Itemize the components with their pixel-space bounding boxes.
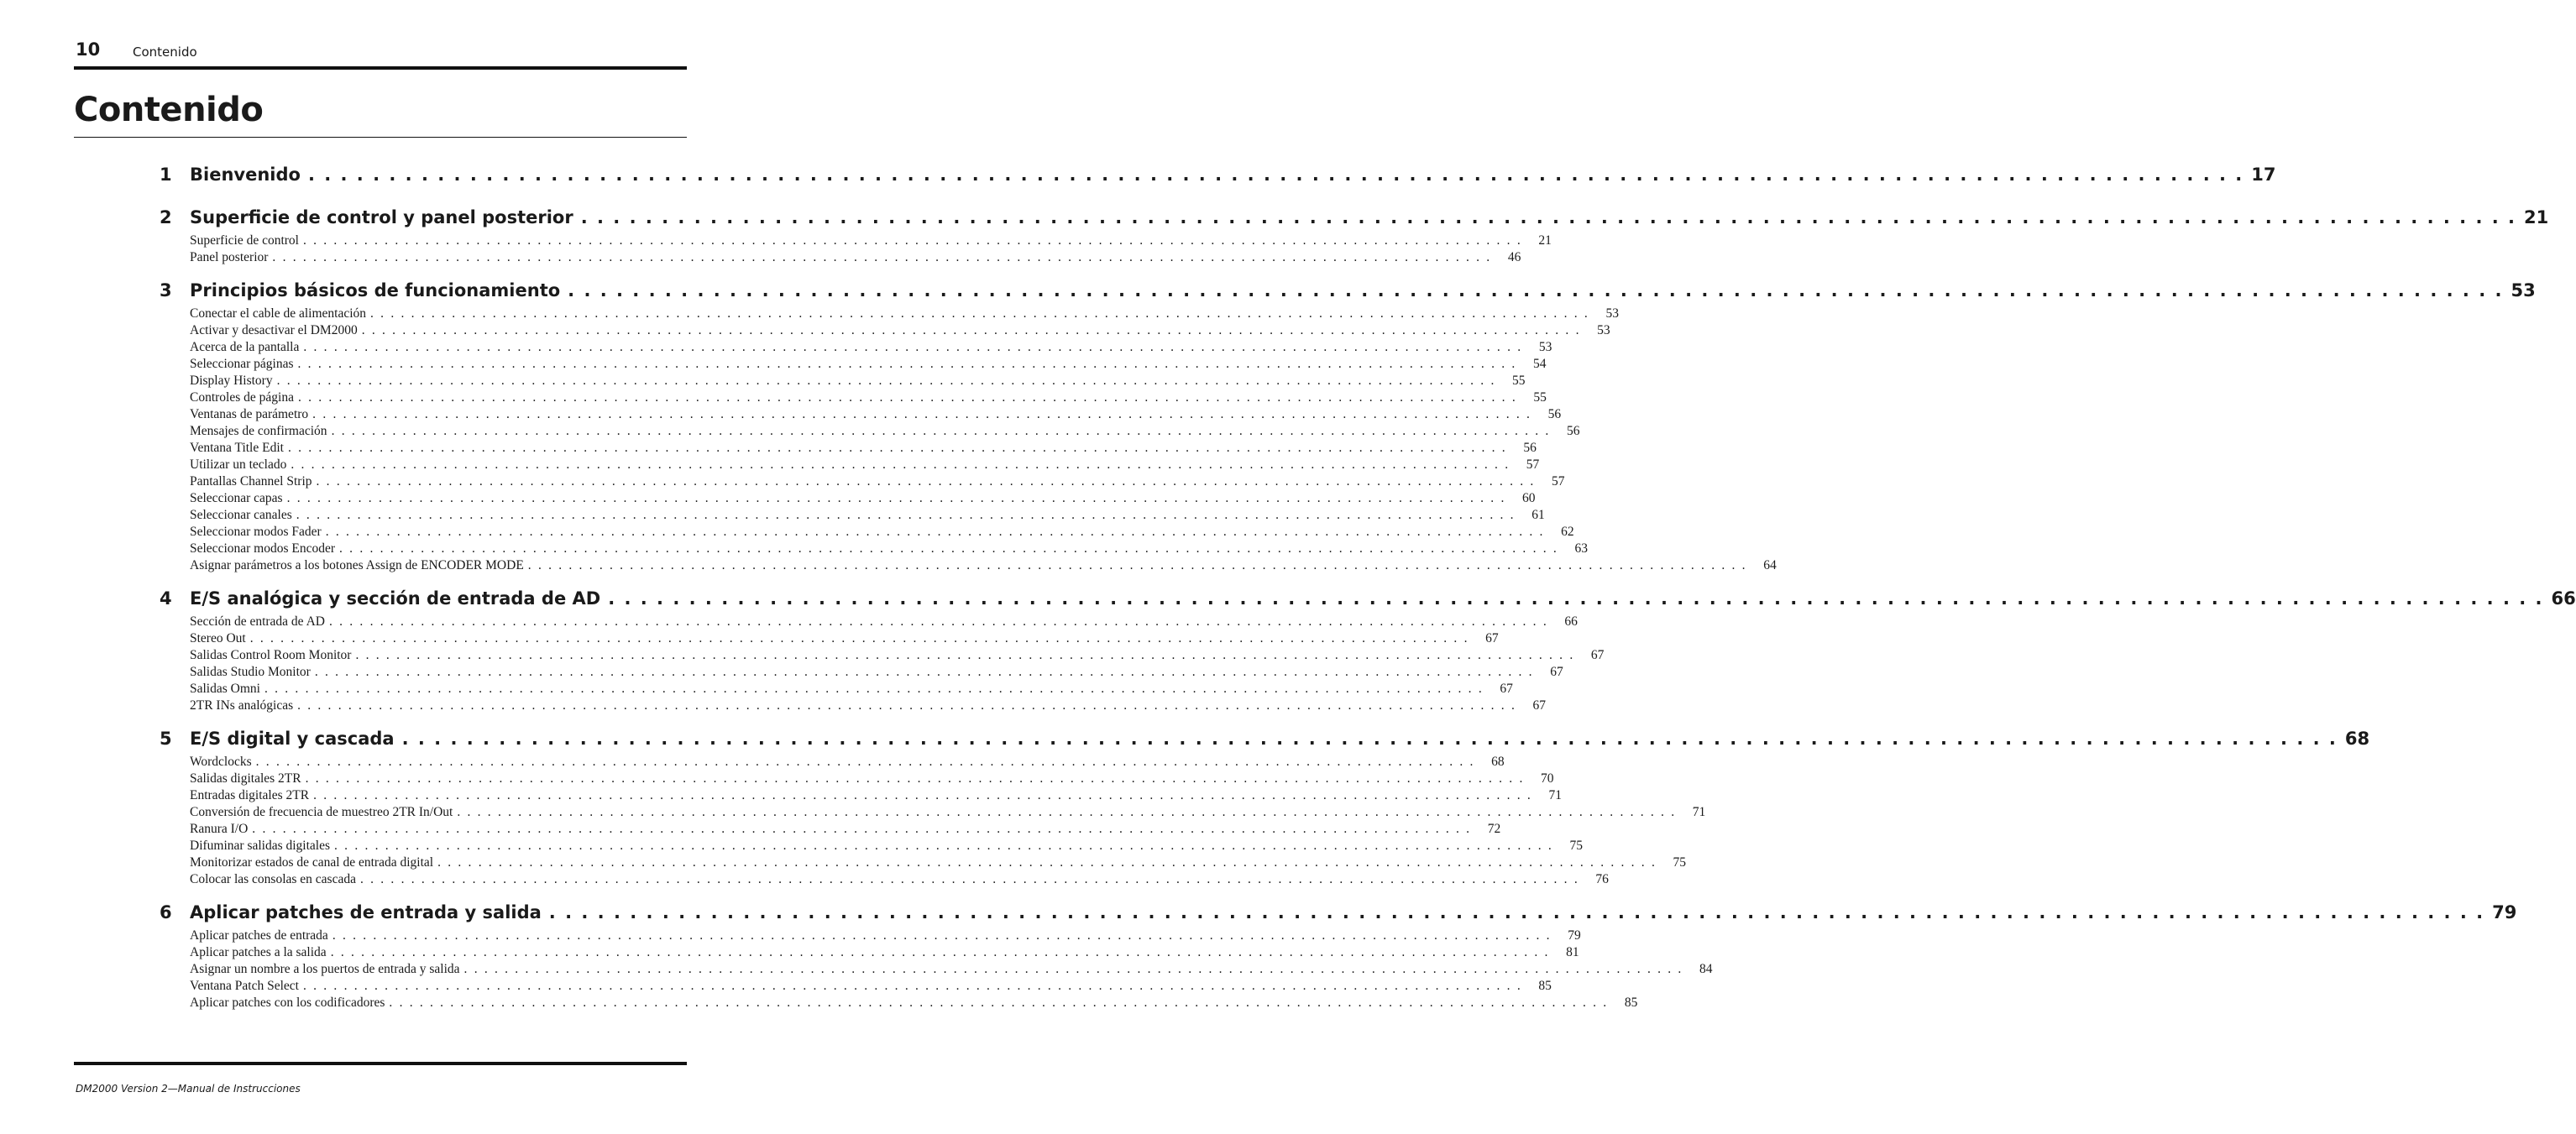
toc-entry[interactable] — [190, 473, 1565, 490]
toc-entry[interactable] — [190, 698, 1547, 714]
dot-leader: . . . . . . . . . . . . . . . . . . . . . . . . . . . . . . . . . . . . . . . . . . . . . . . . . . . . . . . . . . . . . . . . . . . . . . . . . . . . . . . . . . . . . . . . . . . . . . . . . . . . . . . . . . . . . . . . . . . . . . . . — [314, 665, 1534, 679]
dot-leader: . . . . . . . . . . . . . . . . . . . . . . . . . . . . . . . . . . . . . . . . . . . . . . . . . . . . . . . . . . . . . . . . . . . . . . . . . . . . . . . . . . . . . . . . . . . . . . . . . . . . . . . . . . . . . . . . . . . . . . . . — [316, 474, 1536, 489]
toc-entry[interactable] — [190, 306, 1619, 322]
toc-entry[interactable] — [190, 389, 1547, 406]
entry-title: Salidas Omni — [190, 682, 260, 696]
entry-page: 53 — [1605, 306, 1619, 321]
toc-entry[interactable] — [190, 961, 1713, 978]
dot-leader: . . . . . . . . . . . . . . . . . . . . . . . . . . . . . . . . . . . . . . . . . . . . . . . . . . . . . . . . . . . . . . . . . . . . . . . . . . . . . . . . . . . . . . . . . . . . . . . . . . . . . . . . . . . . . . . . . . . . . . . . — [457, 805, 1677, 819]
entry-title: Ventana Title Edit — [190, 441, 284, 455]
entry-title: Stereo Out — [190, 631, 246, 645]
toc-entry[interactable] — [190, 821, 1501, 838]
page-title: Contenido — [74, 91, 264, 129]
entry-title: Asignar parámetros a los botones Assign de ENCODER MODE — [190, 558, 524, 572]
toc-entry[interactable] — [190, 681, 1513, 698]
entry-title: Colocar las consolas en cascada — [190, 872, 356, 886]
entry-page: 71 — [1548, 788, 1562, 802]
entry-page: 72 — [1487, 822, 1501, 836]
entry-page: 67 — [1485, 631, 1499, 645]
toc-chapter — [160, 199, 2549, 266]
chapter-number: 1 — [160, 165, 172, 185]
toc-entry[interactable] — [190, 440, 1537, 457]
entry-page: 53 — [1597, 323, 1610, 337]
entry-page: 57 — [1551, 474, 1565, 489]
toc-chapter — [160, 720, 2370, 888]
entry-page: 56 — [1523, 441, 1537, 455]
dot-leader: . . . . . . . . . . . . . . . . . . . . . . . . . . . . . . . . . . . . . . . . . . . . . . . . . . . . . . . . . . . . . . . . . . . . . . . . . . . . . . . . . . . . . . . . . . . . . . . . . . . . . . . . . . . . . . . . . . . . . . . . — [296, 508, 1516, 522]
chapter-number: 2 — [160, 207, 172, 227]
entry-page: 71 — [1692, 805, 1706, 819]
toc-chapter-heading[interactable] — [160, 156, 2276, 193]
toc-entry[interactable] — [190, 754, 1505, 771]
toc-entry[interactable] — [190, 233, 1552, 249]
toc-entry[interactable] — [190, 944, 1579, 961]
chapter-page: 53 — [2511, 280, 2536, 300]
dot-leader: . . . . . . . . . . . . . . . . . . . . . . . . . . . . . . . . . . . . . . . . . . . . . . . . . . . . . . . . . . . . . . . . . . . . . . . . . . . . . . . . . . . . . . . . . . . . . . . . . . . . . . . . . . . . . . . . . . . . . . . . — [332, 928, 1552, 943]
entry-page: 84 — [1699, 962, 1713, 976]
entry-page: 85 — [1624, 996, 1638, 1010]
toc-entry[interactable] — [190, 339, 1552, 356]
entry-title: Entradas digitales 2TR — [190, 788, 310, 802]
chapter-title: Bienvenido — [190, 165, 301, 185]
dot-leader: . . . . . . . . . . . . . . . . . . . . . . . . . . . . . . . . . . . . . . . . . . . . . . . . . . . . . . . . . . . . . . . . . . . . . . . . . . . . . . . . . . . . . . . . . . . . . . . . . . . . . . . . . . . . . . . . . . . . . . . . — [325, 525, 1545, 539]
chapter-number: 3 — [160, 280, 172, 300]
dot-leader: . . . . . . . . . . . . . . . . . . . . . . . . . . . . . . . . . . . . . . . . . . . . . . . . . . . . . . . . . . . . . . . . . . . . . . . . . . . . . . . . . . . . . . . . . . . . . . . . . . . . . . . . . . . . . . . . . . . . . . . . — [297, 698, 1517, 713]
dot-leader: . . . . . . . . . . . . . . . . . . . . . . . . . . . . . . . . . . . . . . . . . . . . . . . . . . . . . . . . . . . . . . . . . . . . . . . . . . . . . . . . . . . . . . . . . . . . . . . . . . . . . . . . . . . . . . . . . . . . . . . . — [303, 340, 1523, 354]
entry-title: Sección de entrada de AD — [190, 614, 325, 629]
dot-leader: . . . . . . . . . . . . . . . . . . . . . . . . . . . . . . . . . . . . . . . . . . . . . . . . . . . . . . . . . . . . . . . . . . . . . . . . . . . . . . . . . . . . . . . . . . . . . . . . . . . . . . . . . . . . . . . . . . . . . . . . — [312, 407, 1532, 421]
toc-entry[interactable] — [190, 406, 1562, 423]
title-rule — [74, 137, 687, 138]
toc-entry[interactable] — [190, 664, 1563, 681]
entry-page: 55 — [1512, 374, 1526, 388]
entry-title: Aplicar patches de entrada — [190, 928, 328, 943]
entry-page: 68 — [1491, 755, 1505, 769]
toc-entry[interactable] — [190, 356, 1547, 373]
dot-leader: . . . . . . . . . . . . . . . . . . . . . . . . . . . . . . . . . . . . . . . . . . . . . . . . . . . . . . . . . . . . . . . . . . . . . . . . . . . . . . . . . . . . . . . . . . . . . . . . . . . . . . . . . . . . . . . . . . . . . . . . — [297, 357, 1517, 371]
entry-page: 76 — [1595, 872, 1609, 886]
entry-page: 55 — [1533, 390, 1547, 405]
toc-chapter-heading[interactable] — [160, 894, 2517, 928]
entry-title: Acerca de la pantalla — [190, 340, 300, 354]
entry-page: 67 — [1500, 682, 1513, 696]
chapter-page: 17 — [2251, 165, 2276, 185]
entry-title: Mensajes de confirmación — [190, 424, 327, 438]
entry-title: Monitorizar estados de canal de entrada digital — [190, 855, 434, 870]
entry-title: Wordclocks — [190, 755, 252, 769]
entry-title: Seleccionar capas — [190, 491, 283, 505]
toc-entry[interactable] — [190, 928, 1581, 944]
dot-leader: . . . . . . . . . . . . . . . . . . . . . . . . . . . . . . . . . . . . . . . . . . . . . . . . . . . . . . . . . . . . . . . . . . . . . . . . . . . . . . . . . . . . . . . . . . . . . . . . . . . . . . . . . . . . . . . . . . . . . . . . — [389, 996, 1609, 1010]
entry-page: 70 — [1541, 771, 1554, 786]
toc-entry[interactable] — [190, 490, 1536, 507]
chapter-title: Aplicar patches de entrada y salida — [190, 902, 542, 922]
dot-leader: . . . . . . . . . . . . . . . . . . . . . . . . . . . . . . . . . . . . . . . . . . . . . . . . . . . . . . . . . . . . . . . . . . . . . . . . . . . . . . . . . . . . . . . . . . . . . . . . . . . . . . . . . . . . . . . . . . . . . . . . — [330, 945, 1550, 959]
dot-leader: . . . . . . . . . . . . . . . . . . . . . . . . . . . . . . . . . . . . . . . . . . . . . . . . . . . . . . . . . . . . . . . . . . . . . . . . . . . . . . . . . . . . . . . . . . . . . . . . . . . . . . . . . . . . . . . . . . . . . . . . — [297, 390, 1517, 405]
chapter-page: 79 — [2492, 902, 2517, 922]
dot-leader: . . . . . . . . . . . . . . . . . . . . . . . . . . . . . . . . . . . . . . . . . . . . . . . . . . . . . . . . . . . . . . . . . . . . . . . . . . . . . . . . . . . . . . . . . . . . . . . . . . . . . . . . . . . . . . . . . . . . . . . . — [305, 771, 1525, 786]
toc-entry[interactable] — [190, 423, 1580, 440]
toc-chapter-heading[interactable] — [160, 199, 2549, 233]
entry-title: Salidas Studio Monitor — [190, 665, 311, 679]
dot-leader: . . . . . . . . . . . . . . . . . . . . . . . . . . . . . . . . . . . . . . . . . . . . . . . . . . . . . . . . . . . . . . . . . . . . . . . . . . . . . . . . . . . . . . . . . . . . . . . . . . . . . . . . . . . . . . . . . . . . . . . . — [328, 614, 1548, 629]
dot-leader: . . . . . . . . . . . . . . . . . . . . . . . . . . . . . . . . . . . . . . . . . . . . . . . . . . . . . . . . . . . . . . . . . . . . . . . . . . . . . . . . . . . . . . . . . . . . . . . . . . . . . . . . . . . . . . . . . . . . . . . . — [272, 250, 1492, 264]
entry-page: 62 — [1561, 525, 1574, 539]
toc-chapter-heading[interactable] — [160, 272, 2536, 306]
toc-entry[interactable] — [190, 322, 1610, 339]
toc-chapter — [160, 272, 2536, 574]
dot-leader: . . . . . . . . . . . . . . . . . . . . . . . . . . . . . . . . . . . . . . . . . . . . . . . . . . . . . . . . . . . . . . . . . . . . . . . . . . . . . . . . . . . . . . . . . . . . . . . . . . . . . . . . . . . . . . . . . . . . . . . . — [286, 491, 1506, 505]
toc-entry[interactable] — [190, 838, 1583, 854]
dot-leader: . . . . . . . . . . . . . . . . . . . . . . . . . . . . . . . . . . . . . . . . . . . . . . . . . . . . . . . . . . . . . . . . . . . . . . . . . . . . . . . . . . . . . . . . . . . . . . . . . . . . . . . . . . . . . . . . . . . . . . . . — [255, 755, 1475, 769]
dot-leader: . . . . . . . . . . . . . . . . . . . . . . . . . . . . . . . . . . . . . . . . . . . . . . . . . . . . . . . . . . . . . . . . . . . . . . . . . . . . . . . . . . . . . . . . . . . . . . . . . . . . . . . . . . . . . . . . . . . . . . . . — [355, 648, 1575, 662]
dot-leader: . . . . . . . . . . . . . . . . . . . . . . . . . . . . . . . . . . . . . . . . . . . . . . . . . . . . . . . . . . . . . . . . . . . . . . . . . . . . . . . . . . . . . . . . . . . . . . . . . . . . . . . . . . . . . . . . . . . . . . . . — [249, 631, 1469, 645]
dot-leader: . . . . . . . . . . . . . . . . . . . . . . . . . . . . . . . . . . . . . . . . . . . . . . . . . . . . . . . . . . . . . . . . . . . . . . . . . . . . . . . . . . . . . . . . . . . . . . . . . . . . . . . . . . . . . . . . . . . . . . . . — [370, 306, 1589, 321]
toc-chapter-heading[interactable] — [160, 720, 2370, 754]
toc-entry[interactable] — [190, 557, 1777, 574]
dot-leader: . . . . . . . . . . . . . . . . . . . . . . . . . . . . . . . . . . . . . . . . . . . . . . . . . . . . . . . . . . . . . . . . . . . . . . . . . . . . . . . . . . . . . . . . . . . . . . . . . . . . . . . . . . . . . . . . . . . . . . . . — [287, 441, 1507, 455]
entry-page: 75 — [1673, 855, 1687, 870]
dot-leader: . . . . . . . . . . . . . . . . . . . . . . . . . . . . . . . . . . . . . . . . . . . . . . . . . . . . . . . . . . . . . . . . . . . . . . . . . . . . . . . . . . . . . . . . . . . . . . . . . . . . . . . . . . . . . . . . . . . . . . . . — [264, 682, 1484, 696]
chapter-title: Principios básicos de funcionamiento — [190, 280, 561, 300]
entry-page: 66 — [1564, 614, 1578, 629]
chapter-title: E/S analógica y sección de entrada de AD — [190, 588, 601, 609]
dot-leader: . . . . . . . . . . . . . . . . . . . . . . . . . . . . . . . . . . . . . . . . . . . . . . . . . . . . . . . . . . . . . . . . . . . . . . . . . . . . . . . . . . . . . . . . . . . . . . . . . . . . . . . . . . . . . . . . . . . . . . . . — [334, 839, 1553, 853]
toc-entry[interactable] — [190, 524, 1574, 541]
dot-leader: . . . . . . . . . . . . . . . . . . . . . . . . . . . . . . . . . . . . . . . . . . . . . . . . . . . . . . . . . . . . . . . . . . . . . . . . . . . . . . . . . . . . . . . . . . . . . . . . . . . . . . . . . . . . . . . . . . . . . . . . — [568, 280, 2504, 300]
dot-leader: . . . . . . . . . . . . . . . . . . . . . . . . . . . . . . . . . . . . . . . . . . . . . . . . . . . . . . . . . . . . . . . . . . . . . . . . . . . . . . . . . . . . . . . . . . . . . . . . . . . . . . . . . . . . . . . . . . . . . . . . — [437, 855, 1657, 870]
entry-title: Salidas digitales 2TR — [190, 771, 301, 786]
header-rule — [74, 66, 687, 70]
entry-page: 75 — [1569, 839, 1583, 853]
entry-title: Aplicar patches con los codificadores — [190, 996, 385, 1010]
dot-leader: . . . . . . . . . . . . . . . . . . . . . . . . . . . . . . . . . . . . . . . . . . . . . . . . . . . . . . . . . . . . . . . . . . . . . . . . . . . . . . . . . . . . . . . . . . . . . . . . . . . . . . . . . . . . . . . . . . . . . . . . — [608, 588, 2544, 609]
entry-title: Conversión de frecuencia de muestreo 2TR In/Out — [190, 805, 453, 819]
entry-page: 56 — [1547, 407, 1562, 421]
dot-leader: . . . . . . . . . . . . . . . . . . . . . . . . . . . . . . . . . . . . . . . . . . . . . . . . . . . . . . . . . . . . . . . . . . . . . . . . . . . . . . . . . . . . . . . . . . . . . . . . . . . . . . . . . . . . . . . . . . . . . . . . — [401, 729, 2338, 749]
toc-entry[interactable] — [190, 541, 1588, 557]
dot-leader: . . . . . . . . . . . . . . . . . . . . . . . . . . . . . . . . . . . . . . . . . . . . . . . . . . . . . . . . . . . . . . . . . . . . . . . . . . . . . . . . . . . . . . . . . . . . . . . . . . . . . . . . . . . . . . . . . . . . . . . . — [527, 558, 1747, 572]
dot-leader: . . . . . . . . . . . . . . . . . . . . . . . . . . . . . . . . . . . . . . . . . . . . . . . . . . . . . . . . . . . . . . . . . . . . . . . . . . . . . . . . . . . . . . . . . . . . . . . . . . . . . . . . . . . . . . . . . . . . . . . . — [463, 962, 1683, 976]
entry-title: 2TR INs analógicas — [190, 698, 294, 713]
toc-entry[interactable] — [190, 373, 1526, 389]
dot-leader: . . . . . . . . . . . . . . . . . . . . . . . . . . . . . . . . . . . . . . . . . . . . . . . . . . . . . . . . . . . . . . . . . . . . . . . . . . . . . . . . . . . . . . . . . . . . . . . . . . . . . . . . . . . . . . . . . . . . . . . . — [276, 374, 1496, 388]
entry-title: Conectar el cable de alimentación — [190, 306, 367, 321]
dot-leader: . . . . . . . . . . . . . . . . . . . . . . . . . . . . . . . . . . . . . . . . . . . . . . . . . . . . . . . . . . . . . . . . . . . . . . . . . . . . . . . . . . . . . . . . . . . . . . . . . . . . . . . . . . . . . . . . . . . . . . . . — [307, 165, 2244, 185]
dot-leader: . . . . . . . . . . . . . . . . . . . . . . . . . . . . . . . . . . . . . . . . . . . . . . . . . . . . . . . . . . . . . . . . . . . . . . . . . . . . . . . . . . . . . . . . . . . . . . . . . . . . . . . . . . . . . . . . . . . . . . . . — [331, 424, 1551, 438]
toc-chapter — [160, 894, 2517, 1011]
entry-page: 63 — [1574, 541, 1588, 556]
header-section: Contenido — [133, 44, 197, 60]
entry-title: Controles de página — [190, 390, 294, 405]
entry-page: 67 — [1590, 648, 1605, 662]
entry-page: 61 — [1531, 508, 1545, 522]
toc-entry[interactable] — [190, 507, 1545, 524]
footer-rule — [74, 1062, 687, 1065]
toc-entry[interactable] — [190, 614, 1578, 630]
entry-title: Seleccionar páginas — [190, 357, 294, 371]
toc-entry[interactable] — [190, 647, 1605, 664]
entry-page: 67 — [1532, 698, 1547, 713]
dot-leader: . . . . . . . . . . . . . . . . . . . . . . . . . . . . . . . . . . . . . . . . . . . . . . . . . . . . . . . . . . . . . . . . . . . . . . . . . . . . . . . . . . . . . . . . . . . . . . . . . . . . . . . . . . . . . . . . . . . . . . . . — [580, 207, 2517, 227]
entry-page: 79 — [1568, 928, 1581, 943]
dot-leader: . . . . . . . . . . . . . . . . . . . . . . . . . . . . . . . . . . . . . . . . . . . . . . . . . . . . . . . . . . . . . . . . . . . . . . . . . . . . . . . . . . . . . . . . . . . . . . . . . . . . . . . . . . . . . . . . . . . . . . . . — [313, 788, 1532, 802]
entry-title: Seleccionar canales — [190, 508, 292, 522]
chapter-title: E/S digital y cascada — [190, 729, 395, 749]
entry-title: Asignar un nombre a los puertos de entrada y salida — [190, 962, 460, 976]
table-of-contents — [160, 156, 2576, 1017]
toc-entry[interactable] — [190, 804, 1706, 821]
entry-page: 64 — [1763, 558, 1777, 572]
dot-leader: . . . . . . . . . . . . . . . . . . . . . . . . . . . . . . . . . . . . . . . . . . . . . . . . . . . . . . . . . . . . . . . . . . . . . . . . . . . . . . . . . . . . . . . . . . . . . . . . . . . . . . . . . . . . . . . . . . . . . . . . — [339, 541, 1558, 556]
entry-page: 67 — [1550, 665, 1563, 679]
entry-title: Seleccionar modos Fader — [190, 525, 322, 539]
toc-entry[interactable] — [190, 871, 1609, 888]
footer-text: DM2000 Version 2—Manual de Instrucciones — [76, 1083, 301, 1095]
dot-leader: . . . . . . . . . . . . . . . . . . . . . . . . . . . . . . . . . . . . . . . . . . . . . . . . . . . . . . . . . . . . . . . . . . . . . . . . . . . . . . . . . . . . . . . . . . . . . . . . . . . . . . . . . . . . . . . . . . . . . . . . — [359, 872, 1579, 886]
entry-title: Display History — [190, 374, 273, 388]
chapter-number: 5 — [160, 729, 172, 749]
entry-title: Ventanas de parámetro — [190, 407, 309, 421]
entry-title: Superficie de control — [190, 233, 299, 248]
toc-entry[interactable] — [190, 787, 1562, 804]
entry-title: Ranura I/O — [190, 822, 249, 836]
entry-page: 56 — [1567, 424, 1580, 438]
entry-title: Utilizar un teclado — [190, 457, 287, 472]
dot-leader: . . . . . . . . . . . . . . . . . . . . . . . . . . . . . . . . . . . . . . . . . . . . . . . . . . . . . . . . . . . . . . . . . . . . . . . . . . . . . . . . . . . . . . . . . . . . . . . . . . . . . . . . . . . . . . . . . . . . . . . . — [548, 902, 2485, 922]
entry-title: Activar y desactivar el DM2000 — [190, 323, 358, 337]
entry-page: 53 — [1538, 340, 1552, 354]
chapter-title: Superficie de control y panel posterior — [190, 207, 573, 227]
toc-entry[interactable] — [190, 978, 1552, 995]
entry-title: Seleccionar modos Encoder — [190, 541, 336, 556]
dot-leader: . . . . . . . . . . . . . . . . . . . . . . . . . . . . . . . . . . . . . . . . . . . . . . . . . . . . . . . . . . . . . . . . . . . . . . . . . . . . . . . . . . . . . . . . . . . . . . . . . . . . . . . . . . . . . . . . . . . . . . . . — [302, 233, 1522, 248]
toc-entry[interactable] — [190, 995, 1638, 1011]
toc-chapter — [160, 580, 2576, 714]
chapter-page: 66 — [2551, 588, 2576, 609]
entry-page: 81 — [1566, 945, 1579, 959]
entry-title: Panel posterior — [190, 250, 269, 264]
entry-title: Difuminar salidas digitales — [190, 839, 331, 853]
dot-leader: . . . . . . . . . . . . . . . . . . . . . . . . . . . . . . . . . . . . . . . . . . . . . . . . . . . . . . . . . . . . . . . . . . . . . . . . . . . . . . . . . . . . . . . . . . . . . . . . . . . . . . . . . . . . . . . . . . . . . . . . — [252, 822, 1472, 836]
chapter-page: 21 — [2524, 207, 2549, 227]
toc-entry[interactable] — [190, 457, 1540, 473]
toc-chapter-heading[interactable] — [160, 580, 2576, 614]
dot-leader: . . . . . . . . . . . . . . . . . . . . . . . . . . . . . . . . . . . . . . . . . . . . . . . . . . . . . . . . . . . . . . . . . . . . . . . . . . . . . . . . . . . . . . . . . . . . . . . . . . . . . . . . . . . . . . . . . . . . . . . . — [361, 323, 1581, 337]
entry-title: Ventana Patch Select — [190, 979, 299, 993]
entry-page: 21 — [1538, 233, 1552, 248]
dot-leader: . . . . . . . . . . . . . . . . . . . . . . . . . . . . . . . . . . . . . . . . . . . . . . . . . . . . . . . . . . . . . . . . . . . . . . . . . . . . . . . . . . . . . . . . . . . . . . . . . . . . . . . . . . . . . . . . . . . . . . . . — [302, 979, 1522, 993]
chapter-number: 6 — [160, 902, 172, 922]
toc-entry[interactable] — [190, 630, 1499, 647]
entry-page: 85 — [1538, 979, 1552, 993]
entry-page: 54 — [1532, 357, 1547, 371]
entry-title: Aplicar patches a la salida — [190, 945, 327, 959]
toc-entry[interactable] — [190, 771, 1554, 787]
entry-page: 60 — [1522, 491, 1536, 505]
toc-chapter — [160, 156, 2276, 193]
entry-title: Salidas Control Room Monitor — [190, 648, 352, 662]
entry-title: Pantallas Channel Strip — [190, 474, 312, 489]
header-page-number: 10 — [76, 39, 101, 60]
entry-page: 57 — [1526, 457, 1540, 472]
dot-leader: . . . . . . . . . . . . . . . . . . . . . . . . . . . . . . . . . . . . . . . . . . . . . . . . . . . . . . . . . . . . . . . . . . . . . . . . . . . . . . . . . . . . . . . . . . . . . . . . . . . . . . . . . . . . . . . . . . . . . . . . — [291, 457, 1511, 472]
toc-entry[interactable] — [190, 854, 1687, 871]
entry-page: 46 — [1507, 250, 1521, 264]
chapter-number: 4 — [160, 588, 172, 609]
toc-entry[interactable] — [190, 249, 1521, 266]
chapter-page: 68 — [2344, 729, 2370, 749]
